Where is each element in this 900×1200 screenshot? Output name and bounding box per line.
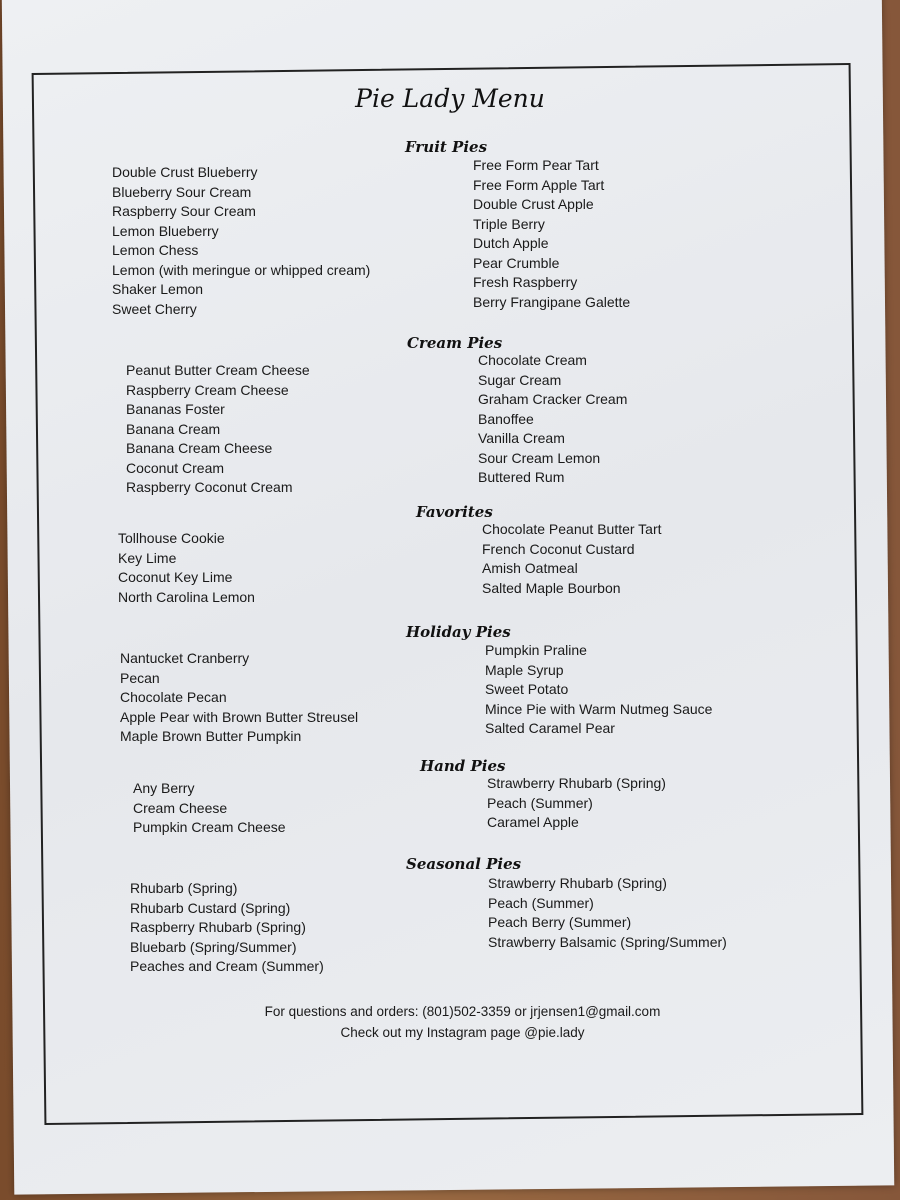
menu-item: Salted Caramel Pear [485, 720, 615, 736]
menu-item: Lemon Chess [112, 242, 199, 258]
menu-item: Nantucket Cranberry [120, 650, 250, 666]
menu-item: Strawberry Rhubarb (Spring) [487, 775, 666, 791]
menu-item: Vanilla Cream [478, 430, 565, 446]
menu-item: Pumpkin Cream Cheese [133, 819, 286, 835]
menu-item: Raspberry Sour Cream [112, 203, 256, 219]
menu-item: Sour Cream Lemon [478, 449, 601, 466]
menu-item: Chocolate Cream [478, 352, 587, 368]
menu-item: Strawberry Rhubarb (Spring) [488, 875, 667, 891]
menu-item: Peaches and Cream (Summer) [130, 958, 324, 974]
menu-item: Sweet Cherry [112, 300, 197, 317]
menu-item: Free Form Pear Tart [473, 157, 599, 173]
menu-item: Double Crust Blueberry [112, 164, 258, 180]
section-heading-holiday-pies: Holiday Pies [406, 623, 511, 641]
menu-item: North Carolina Lemon [118, 588, 255, 605]
cream-pies-right-list [478, 351, 627, 488]
menu-item: Chocolate Peanut Butter Tart [482, 521, 662, 537]
instagram-line: Check out my Instagram page @pie.lady [340, 1025, 585, 1040]
section-heading-hand-pies: Hand Pies [420, 757, 506, 775]
menu-item: Mince Pie with Warm Nutmeg Sauce [485, 700, 713, 717]
fruit-pies-right-list [473, 156, 630, 312]
menu-item: Raspberry Rhubarb (Spring) [130, 919, 306, 935]
contact-line: For questions and orders: (801)502-3359 or jrjensen1@gmail.com [264, 1004, 661, 1019]
menu-item: Rhubarb (Spring) [130, 880, 238, 896]
seasonal-pies-right-list [488, 874, 727, 952]
menu-item: Bananas Foster [126, 401, 225, 417]
menu-item: Double Crust Apple [473, 196, 594, 212]
menu-item: Sweet Potato [485, 681, 569, 697]
section-heading-cream-pies: Cream Pies [407, 334, 503, 352]
menu-item: Banana Cream [126, 420, 221, 437]
menu-item: Maple Brown Butter Pumpkin [120, 728, 302, 744]
menu-item: Pecan [120, 669, 160, 686]
favorites-left-list [118, 529, 255, 607]
fruit-pies-left-list [112, 163, 370, 319]
menu-item: Salted Maple Bourbon [482, 579, 621, 596]
menu-item: Pear Crumble [473, 254, 560, 271]
section-heading-fruit-pies: Fruit Pies [405, 138, 488, 156]
menu-item: Sugar Cream [478, 371, 562, 388]
menu-item: Triple Berry [473, 215, 545, 232]
menu-title: Pie Lady Menu [355, 84, 545, 113]
menu-item: Caramel Apple [487, 814, 579, 830]
menu-item: Key Lime [118, 549, 177, 566]
menu-item: Tollhouse Cookie [118, 530, 225, 546]
menu-item: Graham Cracker Cream [478, 391, 628, 407]
menu-item: Shaker Lemon [112, 281, 204, 297]
seasonal-pies-left-list [130, 879, 324, 977]
menu-item: Cream Cheese [133, 799, 228, 816]
menu-item: Lemon Blueberry [112, 222, 219, 239]
menu-item: Dutch Apple [473, 235, 549, 251]
menu-item: Coconut Cream [126, 459, 225, 476]
menu-item: Berry Frangipane Galette [473, 293, 631, 310]
menu-item: Amish Oatmeal [482, 560, 578, 576]
menu-item: Apple Pear with Brown Butter Streusel [120, 708, 359, 725]
menu-item: Rhubarb Custard (Spring) [130, 899, 291, 916]
menu-item: Peanut Butter Cream Cheese [126, 362, 310, 378]
favorites-right-list [482, 520, 662, 598]
hand-pies-left-list [133, 779, 286, 838]
holiday-pies-right-list [485, 641, 712, 739]
menu-item: Fresh Raspberry [473, 274, 578, 290]
cream-pies-left-list [126, 361, 310, 498]
menu-item: Chocolate Pecan [120, 689, 227, 705]
menu-item: Blueberry Sour Cream [112, 183, 252, 200]
menu-item: Raspberry Coconut Cream [126, 479, 293, 495]
hand-pies-right-list [487, 774, 666, 833]
menu-item: Strawberry Balsamic (Spring/Summer) [488, 933, 727, 950]
menu-item: Maple Syrup [485, 661, 564, 678]
menu-item: Lemon (with meringue or whipped cream) [112, 261, 371, 278]
holiday-pies-left-list [120, 649, 358, 747]
menu-item: Raspberry Cream Cheese [126, 381, 289, 398]
menu-item: Peach (Summer) [488, 894, 594, 911]
section-heading-favorites: Favorites [416, 503, 493, 521]
menu-item: Bluebarb (Spring/Summer) [130, 938, 297, 955]
menu-item: Peach (Summer) [487, 794, 593, 811]
menu-item: Buttered Rum [478, 469, 565, 485]
menu-item: French Coconut Custard [482, 540, 635, 557]
menu-item: Banana Cream Cheese [126, 440, 273, 456]
menu-item: Banoffee [478, 410, 534, 427]
menu-item: Pumpkin Praline [485, 642, 587, 658]
menu-item: Free Form Apple Tart [473, 176, 605, 193]
section-heading-seasonal-pies: Seasonal Pies [406, 855, 522, 873]
menu-item: Any Berry [133, 780, 195, 796]
menu-item: Peach Berry (Summer) [488, 914, 632, 930]
menu-item: Coconut Key Lime [118, 569, 233, 585]
